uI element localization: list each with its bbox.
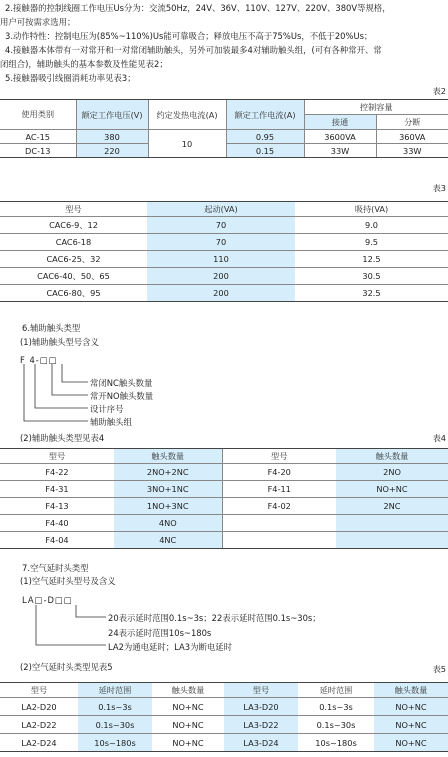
table3-cell: 200	[147, 285, 295, 302]
table4-cell: 2NC	[336, 498, 448, 515]
table5-row	[0, 734, 448, 752]
sec7-sub1: (1)空气延时头型号及含义	[20, 576, 116, 586]
table5-cell: NO+NC	[374, 734, 448, 752]
table4-cell: F4-02	[222, 498, 336, 515]
table4-cell: F4-40	[0, 515, 114, 532]
sec7-title: 7.空气延时头类型	[22, 563, 89, 573]
table4-row	[0, 498, 448, 515]
table4-row	[0, 481, 448, 498]
table5-header: 型号	[0, 683, 78, 698]
table4-cell	[336, 532, 448, 549]
table3-cell: 30.5	[295, 268, 448, 285]
table3-cell: CAC6-18	[0, 234, 147, 251]
table5-header: 延时范围	[298, 683, 374, 698]
table3-row	[0, 285, 448, 302]
table5-header: 型号	[224, 683, 298, 698]
intro-line-2: 3.动作特性：控制电压为(85%~110%)Us能可靠吸合；释放电压不高于75%Us，不低于20%Us；	[5, 31, 373, 41]
table3-cell: 70	[147, 217, 295, 234]
table2-header-category: 使用类别	[0, 100, 76, 130]
table5-cell: NO+NC	[152, 716, 224, 734]
sec7-code: LA□-D□□	[22, 595, 73, 605]
table4-cell: F4-22	[0, 464, 114, 481]
table3-cell: 12.5	[295, 251, 448, 268]
sec6-sub1: (1)辅助触头型号含义	[20, 337, 99, 347]
sec7-sub2: (2)空气延时头类型见表5	[20, 662, 113, 672]
table3-header: 型号	[0, 202, 147, 217]
table5-cell: 0.1s~3s	[298, 698, 374, 716]
table5-cell: LA2-D24	[0, 734, 78, 752]
table5-cell: 10s~180s	[298, 734, 374, 752]
table3-cell: CAC6-25、32	[0, 251, 147, 268]
table2-cell: 220	[76, 144, 148, 158]
table4-header: 型号	[222, 449, 336, 464]
table3	[0, 201, 448, 302]
table5-cell: LA2-D20	[0, 698, 78, 716]
table4-cell: 4NO	[114, 515, 222, 532]
sec6-label: 常开NO触头数量	[90, 391, 154, 401]
intro-line-1a: 2.接触器的控制线圈工作电压Us分为：交流50Hz，24V、36V、110V、127V、220V、380V等规格，	[5, 3, 391, 13]
table5-cell: NO+NC	[152, 698, 224, 716]
table4-cell: 2NO+2NC	[114, 464, 222, 481]
table2-cell-heat: 10	[148, 130, 226, 158]
sec6-code: F 4-□□	[20, 355, 58, 365]
table3-cell: CAC6-9、12	[0, 217, 147, 234]
table4-row	[0, 464, 448, 481]
sec7-label: 20表示延时范围0.1s~3s；22表示延时范围0.1s~30s；	[108, 613, 321, 623]
table4-cell: 1NO+3NC	[114, 498, 222, 515]
sec6-title: 6.辅助触头类型	[22, 323, 81, 333]
table2-cell: 33W	[304, 144, 376, 158]
table4-cell: NO+NC	[336, 481, 448, 498]
table4-cell	[336, 515, 448, 532]
table5-cell: LA3-D24	[224, 734, 298, 752]
table4-row	[0, 515, 448, 532]
intro-line-3b: 闭组合)，辅助触头的基本参数及性能见表2；	[0, 59, 168, 69]
table2-header-break: 分断	[376, 115, 448, 130]
table2-cell: 0.15	[226, 144, 304, 158]
sec6-label: 辅助触头组	[90, 417, 132, 427]
sec6-label: 常闭NC触头数量	[90, 378, 153, 388]
table5-cell: NO+NC	[374, 698, 448, 716]
table3-row	[0, 251, 448, 268]
table2-header-voltage: 额定工作电压(V)	[76, 100, 148, 130]
table2-cell: 0.95	[226, 130, 304, 144]
sec7-label: LA2为通电延时；LA3为断电延时	[108, 642, 232, 652]
table3-cell: 32.5	[295, 285, 448, 302]
table4-cell: F4-04	[0, 532, 114, 549]
sec6-code-diagram	[20, 364, 100, 426]
table3-row	[0, 217, 448, 234]
table5	[0, 682, 448, 752]
table3-cell: 9.0	[295, 217, 448, 234]
intro-line-3a: 4.接触器本体带有一对常开和一对常闭辅助触头，另外可加装最多4对辅助触头组，(可有各种常开、常	[5, 45, 382, 55]
table2-cell: AC-15	[0, 130, 76, 144]
table5-row	[0, 698, 448, 716]
sec6-sub2: (2)辅助触头类型见表4	[20, 433, 105, 443]
table4-name: 表4	[432, 433, 446, 443]
table3-row	[0, 268, 448, 285]
table2-header-capacity: 控制容量	[304, 100, 448, 115]
table5-header: 延时范围	[78, 683, 152, 698]
table3-header: 吸持(VA)	[295, 202, 448, 217]
table3-cell: 9.5	[295, 234, 448, 251]
table5-cell: 0.1s~3s	[78, 698, 152, 716]
table4-cell: F4-20	[222, 464, 336, 481]
table2	[0, 99, 448, 158]
sec6-label: 设计序号	[90, 404, 124, 414]
table5-cell: LA3-D20	[224, 698, 298, 716]
table2-cell: 360VA	[376, 130, 448, 144]
table4-header: 触头数量	[114, 449, 222, 464]
table5-cell: NO+NC	[152, 734, 224, 752]
table5-header: 触头数量	[152, 683, 224, 698]
table5-header: 触头数量	[374, 683, 448, 698]
table5-row	[0, 716, 448, 734]
table5-cell: LA3-D22	[224, 716, 298, 734]
table4-cell	[222, 515, 336, 532]
table3-cell: CAC6-80、95	[0, 285, 147, 302]
table5-cell: 0.1s~30s	[78, 716, 152, 734]
table5-cell: 10s~180s	[78, 734, 152, 752]
table4-cell: 2NO	[336, 464, 448, 481]
table3-cell: 200	[147, 268, 295, 285]
table3-cell: 110	[147, 251, 295, 268]
table5-cell: NO+NC	[374, 716, 448, 734]
table4-cell: F4-11	[222, 481, 336, 498]
table2-cell: 3600VA	[304, 130, 376, 144]
table4	[0, 448, 448, 549]
table2-cell: 33W	[376, 144, 448, 158]
table3-row	[0, 234, 448, 251]
table4-cell: F4-13	[0, 498, 114, 515]
sec7-label: 24表示延时范围10s~180s	[108, 628, 212, 638]
table2-row	[0, 130, 448, 144]
table5-name: 表5	[432, 664, 446, 674]
table4-header: 型号	[0, 449, 114, 464]
table2-header-current: 额定工作电流(A)	[226, 100, 304, 130]
table2-name: 表2	[432, 86, 446, 96]
table2-header-make: 接通	[304, 115, 376, 130]
table4-cell: 3NO+1NC	[114, 481, 222, 498]
table2-header-heat: 约定发热电流(A)	[148, 100, 226, 130]
table5-cell: LA2-D22	[0, 716, 78, 734]
table3-header: 起动(VA)	[147, 202, 295, 217]
table4-cell	[222, 532, 336, 549]
table4-row	[0, 532, 448, 549]
table2-cell: DC-13	[0, 144, 76, 158]
table4-cell: F4-31	[0, 481, 114, 498]
intro-line-1b: 用户可按需求选用；	[0, 17, 76, 27]
table4-header: 触头数量	[336, 449, 448, 464]
table2-cell: 380	[76, 130, 148, 144]
table5-cell: 0.1s~30s	[298, 716, 374, 734]
table3-name: 表3	[432, 183, 446, 193]
table4-cell: 4NC	[114, 532, 222, 549]
table3-cell: 70	[147, 234, 295, 251]
intro-line-4: 5.接触器吸引线圈消耗功率见表3；	[5, 73, 136, 83]
table3-cell: CAC6-40、50、65	[0, 268, 147, 285]
